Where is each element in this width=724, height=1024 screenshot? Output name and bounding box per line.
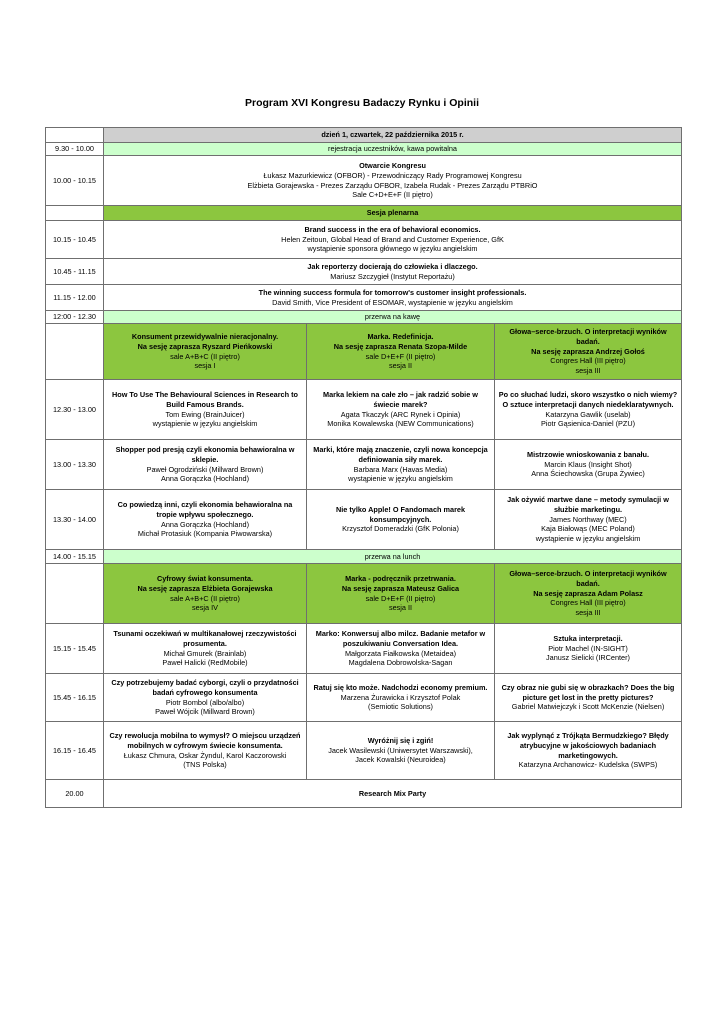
- event-title: Research Mix Party: [358, 788, 427, 798]
- time-cell: 14.00 - 15.15: [46, 550, 104, 564]
- event-line: Łukasz Mazurkiewicz (OFBOR) - Przewodniczący Rady Programowej Kongresu: [263, 170, 522, 180]
- event-title: Otwarcie Kongresu: [359, 161, 426, 171]
- session-cell: Głowa–serce-brzuch. O interpretacji wyników badań. Na sesję zaprasza Adam Polasz Congres Hall (III piętro) sesja III: [495, 564, 682, 624]
- time-cell: 9.30 - 10.00: [46, 143, 104, 156]
- table-row: [46, 380, 682, 440]
- talk-cell: Ratuj się kto może. Nadchodzi economy premium. Marzena Żurawicka i Krzysztof Polak (Semiotic Solutions): [307, 674, 495, 722]
- event-line: wystąpienie sponsora głównego w języku angielskim: [307, 244, 478, 254]
- table-row: [46, 780, 682, 808]
- talk-cell: Tsunami oczekiwań w multikanałowej rzeczywistości prosumenta. Michał Gmurek (Brainlab) Paweł Halicki (RedMobile): [104, 624, 307, 674]
- time-cell: 13.30 - 14.00: [46, 490, 104, 550]
- page-title: Program XVI Kongresu Badaczy Rynku i Opinii: [245, 97, 479, 109]
- sessions-row: [46, 324, 682, 380]
- talk-cell: Czy potrzebujemy badać cyborgi, czyli o przydatności badań cyfrowego konsumenta Piotr Bombol (albo/albo) Paweł Wójcik (Millward Brown): [104, 674, 307, 722]
- event-cell: [104, 221, 682, 259]
- day-header-row: [46, 128, 682, 143]
- session-cell: Głowa–serce-brzuch. O interpretacji wyników badań. Na sesję zaprasza Andrzej Gołoś Congres Hall (III piętro) sesja III: [495, 324, 682, 380]
- talk-cell: Wyróżnij się i zgiń! Jacek Wasilewski (Uniwersytet Warszawski), Jacek Kowalski (Neuroidea): [307, 722, 495, 780]
- talk-cell: Co powiedzą inni, czyli ekonomia behawioralna na tropie wpływu społecznego. Anna Gorączka (Hochland) Michał Protasiuk (Kompania Piwowarska): [104, 490, 307, 550]
- session-cell: Konsument przewidywalnie nieracjonalny. Na sesję zaprasza Ryszard Pieńkowski sale A+B+C (II piętro) sesja I: [104, 324, 307, 380]
- talk-cell: Shopper pod presją czyli ekonomia behawioralna w sklepie. Paweł Ogrodziński (Millward Brown) Anna Gorączka (Hochland): [104, 440, 307, 490]
- event-title: Jak reporterzy docierają do człowieka i dlaczego.: [307, 261, 478, 271]
- event-cell: [104, 285, 682, 311]
- talk-cell: Czy rewolucja mobilna to wymysł? O miejscu urządzeń mobilnych w cyfrowym świecie konsumenta. Łukasz Chmura, Oskar Żyndul, Karol Kaczorowski (TNS Polska): [104, 722, 307, 780]
- day-header: dzień 1, czwartek, 22 października 2015 r.: [321, 130, 464, 140]
- time-cell: 15.45 - 16.15: [46, 674, 104, 722]
- table-row: [46, 143, 682, 156]
- table-row: [46, 285, 682, 311]
- sessions-row: [46, 564, 682, 624]
- session-cell: Cyfrowy świat konsumenta. Na sesję zaprasza Elżbieta Gorajewska sale A+B+C (II piętro) sesja IV: [104, 564, 307, 624]
- table-row: [46, 624, 682, 674]
- event-line: Mariusz Szczygieł (Instytut Reportażu): [330, 271, 455, 281]
- event-title: The winning success formula for tomorrow's customer insight professionals.: [258, 287, 527, 297]
- talk-cell: Mistrzowie wnioskowania z banału. Marcin Klaus (Insight Shot) Anna Ściechowska (Grupa Żywiec): [495, 440, 682, 490]
- table-row: [46, 722, 682, 780]
- talk-cell: Jak wyplynąć z Trójkąta Bermudzkiego? Błędy atrybucyjne w jakościowych badaniach marketingowych. Katarzyna Archanowicz- Kudelska (SWPS): [495, 722, 682, 780]
- time-cell: 12.30 - 13.00: [46, 380, 104, 440]
- talk-cell: Sztuka interpretacji. Piotr Machel (IN-SIGHT) Janusz Sielicki (IRCenter): [495, 624, 682, 674]
- talk-cell: Nie tylko Apple! O Fandomach marek konsumpcyjnych. Krzysztof Domeradzki (GfK Polonia): [307, 490, 495, 550]
- table-row: [46, 206, 682, 221]
- event-line: Elżbieta Gorajewska - Prezes Zarządu OFBOR, Izabela Rudak - Prezes Zarządu PTBRiO: [247, 180, 538, 190]
- event-cell: [104, 780, 682, 808]
- talk-cell: Czy obraz nie gubi się w obrazkach? Does the big picture get lost in the pretty pictures? Gabriel Matwiejczyk i Scott McKenzie (Nielsen): [495, 674, 682, 722]
- time-cell: 10.45 - 11.15: [46, 259, 104, 285]
- table-row: [46, 311, 682, 324]
- time-cell: 16.15 - 16.45: [46, 722, 104, 780]
- talk-cell: Jak ożywić martwe dane – metody symulacji w służbie marketingu. James Northway (MEC) Kaja Białowąs (MEC Poland) wystąpienie w języku angielskim: [495, 490, 682, 550]
- section-title: Sesja plenarna: [366, 208, 419, 218]
- time-cell: 11.15 - 12.00: [46, 285, 104, 311]
- table-row: [46, 259, 682, 285]
- talk-cell: How To Use The Behavioural Sciences in Research to Build Famous Brands. Tom Ewing (BrainJuicer) wystąpienie w języku angielskim: [104, 380, 307, 440]
- event-line: Sale C+D+E+F (II piętro): [352, 190, 433, 200]
- time-cell: 12:00 - 12.30: [46, 311, 104, 324]
- time-cell: 10.15 - 10.45: [46, 221, 104, 259]
- talk-cell: Marko: Konwersuj albo milcz. Badanie metafor w poszukiwaniu Conversation Idea. Małgorzata Fiałkowska (Metaidea) Magdalena Dobrowolska-Sagan: [307, 624, 495, 674]
- talk-cell: Marka lekiem na całe zło – jak radzić sobie w świecie marek? Agata Tkaczyk (ARC Rynek i Opinia) Monika Kowalewska (NEW Communications): [307, 380, 495, 440]
- time-cell: 13.00 - 13.30: [46, 440, 104, 490]
- time-cell: 10.00 - 10.15: [46, 156, 104, 206]
- break-cell: przerwa na kawę: [104, 311, 682, 324]
- event-cell: [104, 156, 682, 206]
- event-cell: [104, 259, 682, 285]
- session-cell: Marka - podręcznik przetrwania. Na sesję zaprasza Mateusz Galica sale D+E+F (II piętro) sesja II: [307, 564, 495, 624]
- table-row: [46, 550, 682, 564]
- program-table: [45, 127, 682, 808]
- talk-cell: Po co słuchać ludzi, skoro wszystko o nich wiemy? O sztuce interpretacji danych niedeklaratywnych. Katarzyna Gawlik (uselab) Piotr Gąsienica-Daniel (PZU): [495, 380, 682, 440]
- event-line: Helen Zeitoun, Global Head of Brand and Customer Experience, GfK: [281, 234, 504, 244]
- event-line: David Smith, Vice President of ESOMAR, wystąpienie w języku angielskim: [272, 297, 513, 307]
- break-cell: rejestracja uczestników, kawa powitalna: [104, 143, 682, 156]
- session-cell: Marka. Redefinicja. Na sesję zaprasza Renata Szopa-Milde sale D+E+F (II piętro) sesja II: [307, 324, 495, 380]
- table-row: [46, 490, 682, 550]
- time-cell: 15.15 - 15.45: [46, 624, 104, 674]
- table-row: [46, 674, 682, 722]
- event-title: Brand success in the era of behavioral economics.: [304, 225, 481, 235]
- table-row: [46, 156, 682, 206]
- time-cell: 20.00: [46, 780, 104, 808]
- table-row: [46, 221, 682, 259]
- break-cell: przerwa na lunch: [104, 550, 682, 564]
- talk-cell: Marki, które mają znaczenie, czyli nowa koncepcja definiowania siły marek. Barbara Marx (Havas Media) wystąpienie w języku angielskim: [307, 440, 495, 490]
- table-row: [46, 440, 682, 490]
